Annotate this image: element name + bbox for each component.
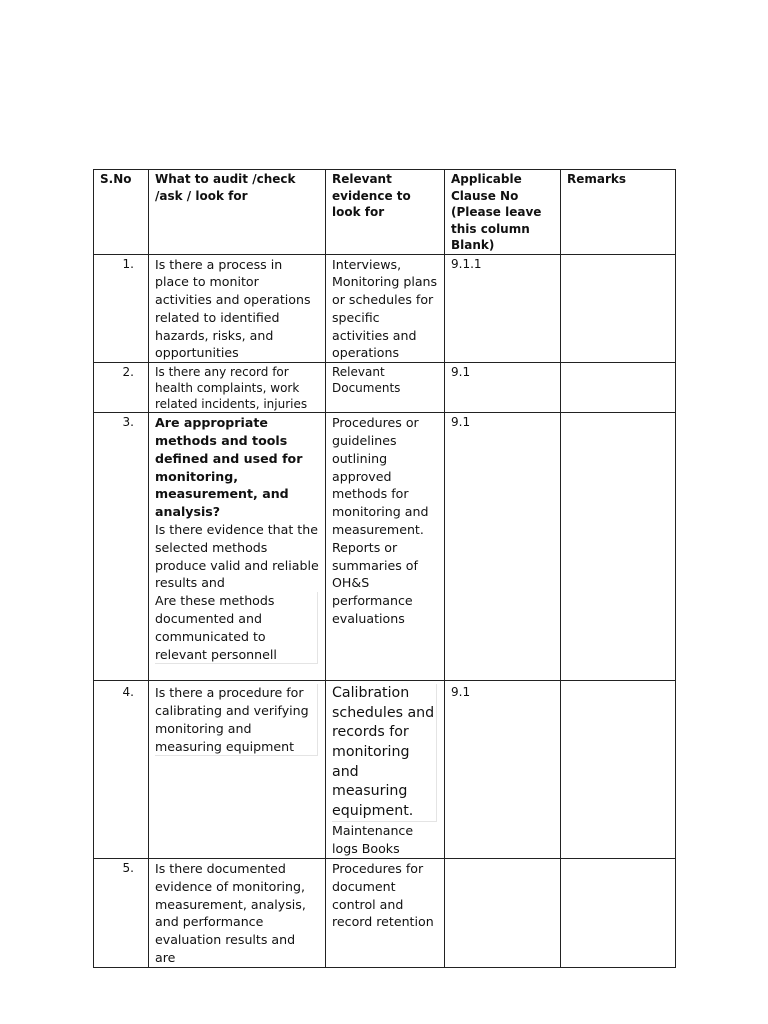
row-what-to-audit: Is there a process in place to monitor activities and operations related to identified hazards, risks, and opportunities: [149, 254, 326, 363]
row-what-to-audit: Is there documented evidence of monitoring, measurement, analysis, and performance evaluation results and are: [149, 859, 326, 968]
row-sno: 3.: [94, 413, 149, 681]
table-header-row: [94, 170, 676, 255]
row-applicable-clause: 9.1: [445, 681, 561, 859]
row-sno: 4.: [94, 681, 149, 859]
table-row: [94, 859, 676, 968]
table-row: [94, 363, 676, 413]
row-sno: 2.: [94, 363, 149, 413]
question-bold: Are appropriate methods and tools defined and used for monitoring, measurement, and analysis?: [155, 415, 303, 520]
table-row: [94, 681, 676, 859]
row-what-to-audit: [149, 413, 326, 681]
row-applicable-clause: 9.1: [445, 363, 561, 413]
header-applicable-clause: Applicable Clause No (Please leave this column Blank): [445, 170, 561, 255]
table-row: [94, 254, 676, 363]
row-sno: 5.: [94, 859, 149, 968]
audit-checklist-table: [93, 169, 676, 968]
row-remarks: [561, 254, 676, 363]
row-remarks: [561, 413, 676, 681]
table-row: [94, 413, 676, 681]
header-remarks: Remarks: [561, 170, 676, 255]
row-applicable-clause: [445, 859, 561, 968]
row-relevant-evidence: Procedures for document control and record retention: [326, 859, 445, 968]
header-relevant-evidence: Relevant evidence to look for: [326, 170, 445, 255]
row-applicable-clause: 9.1: [445, 413, 561, 681]
evidence-calibration: Calibration schedules and records for monitoring and measuring equipment.: [332, 684, 437, 822]
row-remarks: [561, 363, 676, 413]
question-sub-2: Are these methods documented and communicated to relevant personnell: [155, 592, 318, 664]
evidence-maintenance: Maintenance logs Books: [332, 823, 414, 857]
row-applicable-clause: 9.1.1: [445, 254, 561, 363]
row-relevant-evidence: Procedures or guidelines outlining approved methods for monitoring and measurement. Reports or summaries of OH&S performance evaluations: [326, 413, 445, 681]
header-sno: S.No: [94, 170, 149, 255]
row-relevant-evidence: Relevant Documents: [326, 363, 445, 413]
question-text: Is there a procedure for calibrating and verifying monitoring and measuring equipment: [155, 684, 318, 756]
row-remarks: [561, 681, 676, 859]
question-sub-1: Is there evidence that the selected methods produce valid and reliable results and: [155, 522, 319, 591]
row-what-to-audit: [149, 681, 326, 859]
row-sno: 1.: [94, 254, 149, 363]
row-remarks: [561, 859, 676, 968]
row-what-to-audit: Is there any record for health complaints, work related incidents, injuries: [149, 363, 326, 413]
header-what-to-audit: What to audit /check /ask / look for: [149, 170, 326, 255]
row-relevant-evidence: Interviews, Monitoring plans or schedules for specific activities and operations: [326, 254, 445, 363]
row-relevant-evidence: [326, 681, 445, 859]
